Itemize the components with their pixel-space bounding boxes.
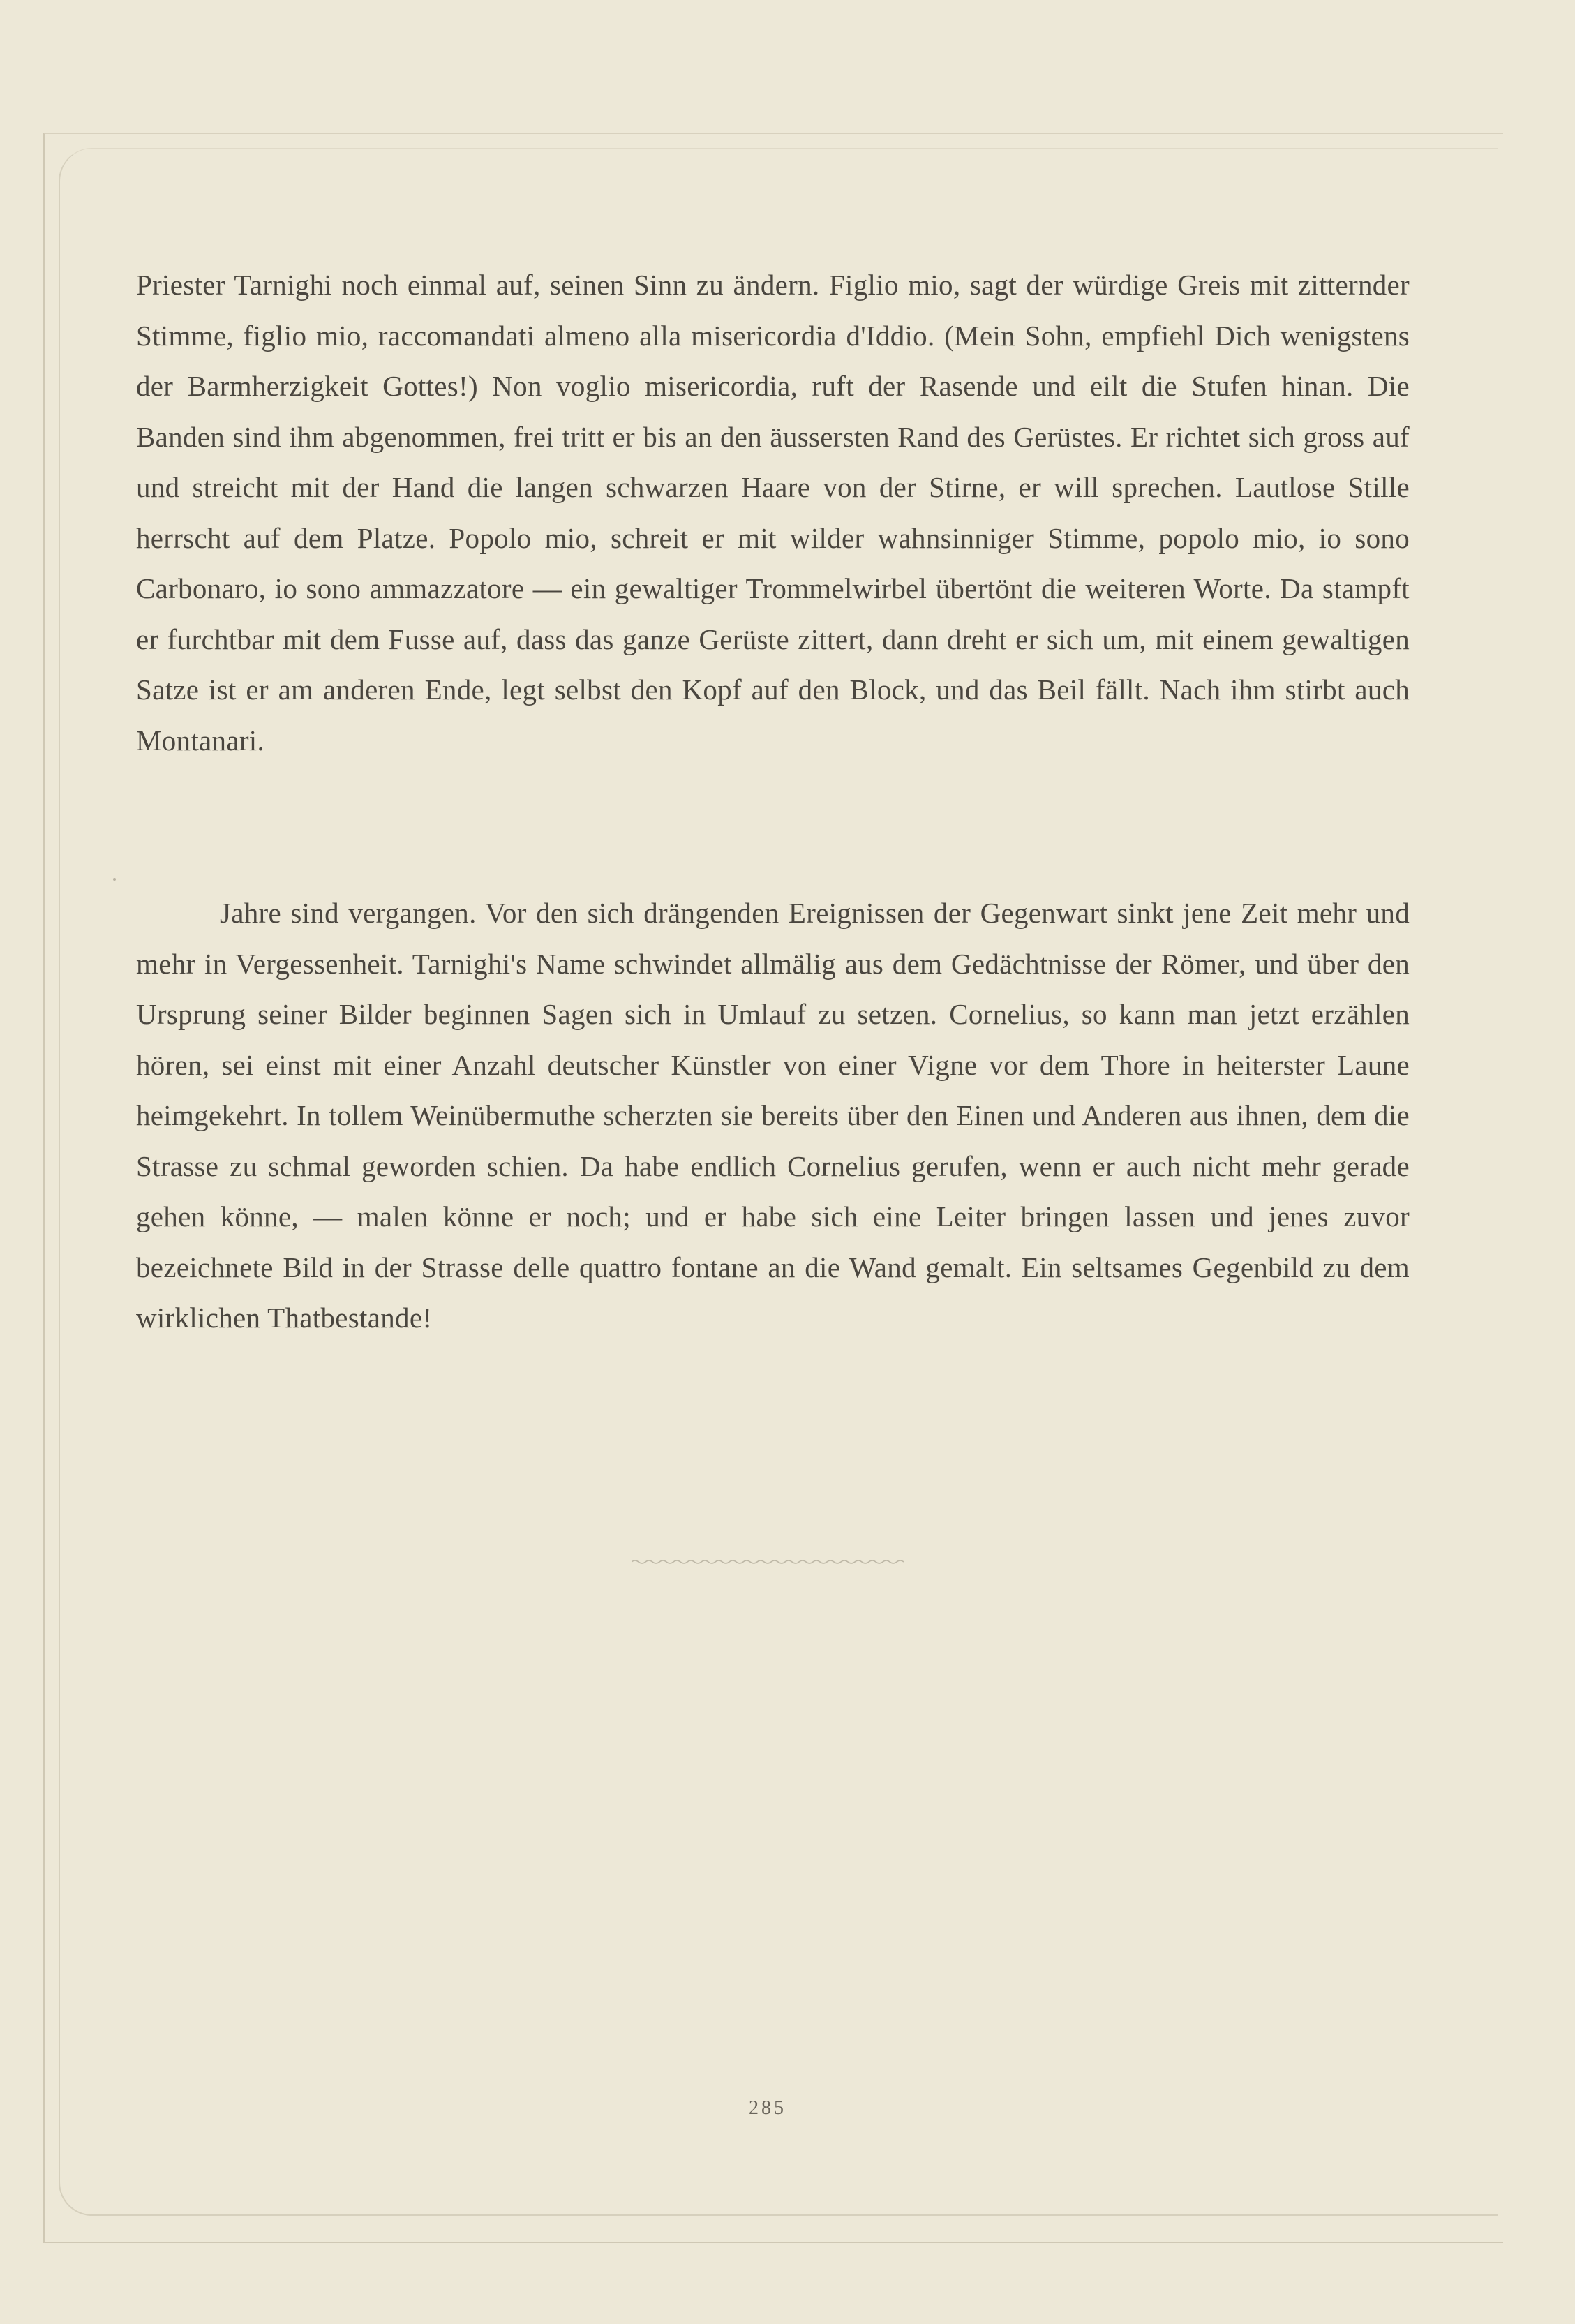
page-number: 285 — [749, 2097, 786, 2119]
decorative-wavy-rule — [632, 1558, 904, 1565]
ink-speck — [113, 878, 116, 881]
paragraph-2 — [136, 888, 1410, 1343]
paragraph-1: Priester Tarnighi noch einmal auf, seinen Sinn zu ändern. Figlio mio, sagt der würdige Greis mit zitternder Stimme, figlio mio, raccomandati almeno alla misericordia d'Iddio. (Mein Sohn, empfiehl Dich wenigstens der Barmherzigkeit Gottes!) Non voglio misericordia, ruft der Rasende und eilt die Stufen hinan. Die Banden sind ihm abgenommen, frei tritt er bis an den äussersten Rand des Gerüstes. Er richtet sich gross auf und streicht mit der Hand die langen schwarzen Haare von der Stirne, er will sprechen. Lautlose Stille herrscht auf dem Platze. Popolo mio, schreit er mit wilder wahnsinniger Stimme, popolo mio, io sono Carbonaro, io sono ammazzatore — ein gewaltiger Trommelwirbel übertönt die weiteren Worte. Da stampft er furchtbar mit dem Fusse auf, dass das ganze Gerüste zittert, dann dreht er sich um, mit einem gewaltigen Satze ist er am anderen Ende, legt selbst den Kopf auf den Block, und das Beil fällt. Nach ihm stirbt auch Montanari. — [136, 269, 1410, 757]
paragraph-2-text: Jahre sind vergangen. Vor den sich drängenden Ereignissen der Gegenwart sinkt jene Zeit mehr und mehr in Vergessenheit. Tarnighi's Name schwindet allmälig aus dem Gedächtnisse der Römer, und über den Ursprung seiner Bilder beginnen Sagen sich in Umlauf zu setzen. Cornelius, so kann man jetzt erzählen hören, sei einst mit einer Anzahl deutscher Künstler von einer Vigne vor dem Thore in heiterster Laune heimgekehrt. In tollem Weinübermuthe scherzten sie bereits über den Einen und Anderen aus ihnen, dem die Strasse zu schmal geworden schien. Da habe endlich Cornelius gerufen, wenn er auch nicht mehr gerade gehen könne, — malen könne er noch; und er habe sich eine Leiter bringen lassen und jenes zuvor bezeichnete Bild in der Strasse delle quattro fontane an die Wand gemalt. Ein seltsames Gegenbild zu dem wirklichen Thatbestande! — [136, 897, 1410, 1334]
